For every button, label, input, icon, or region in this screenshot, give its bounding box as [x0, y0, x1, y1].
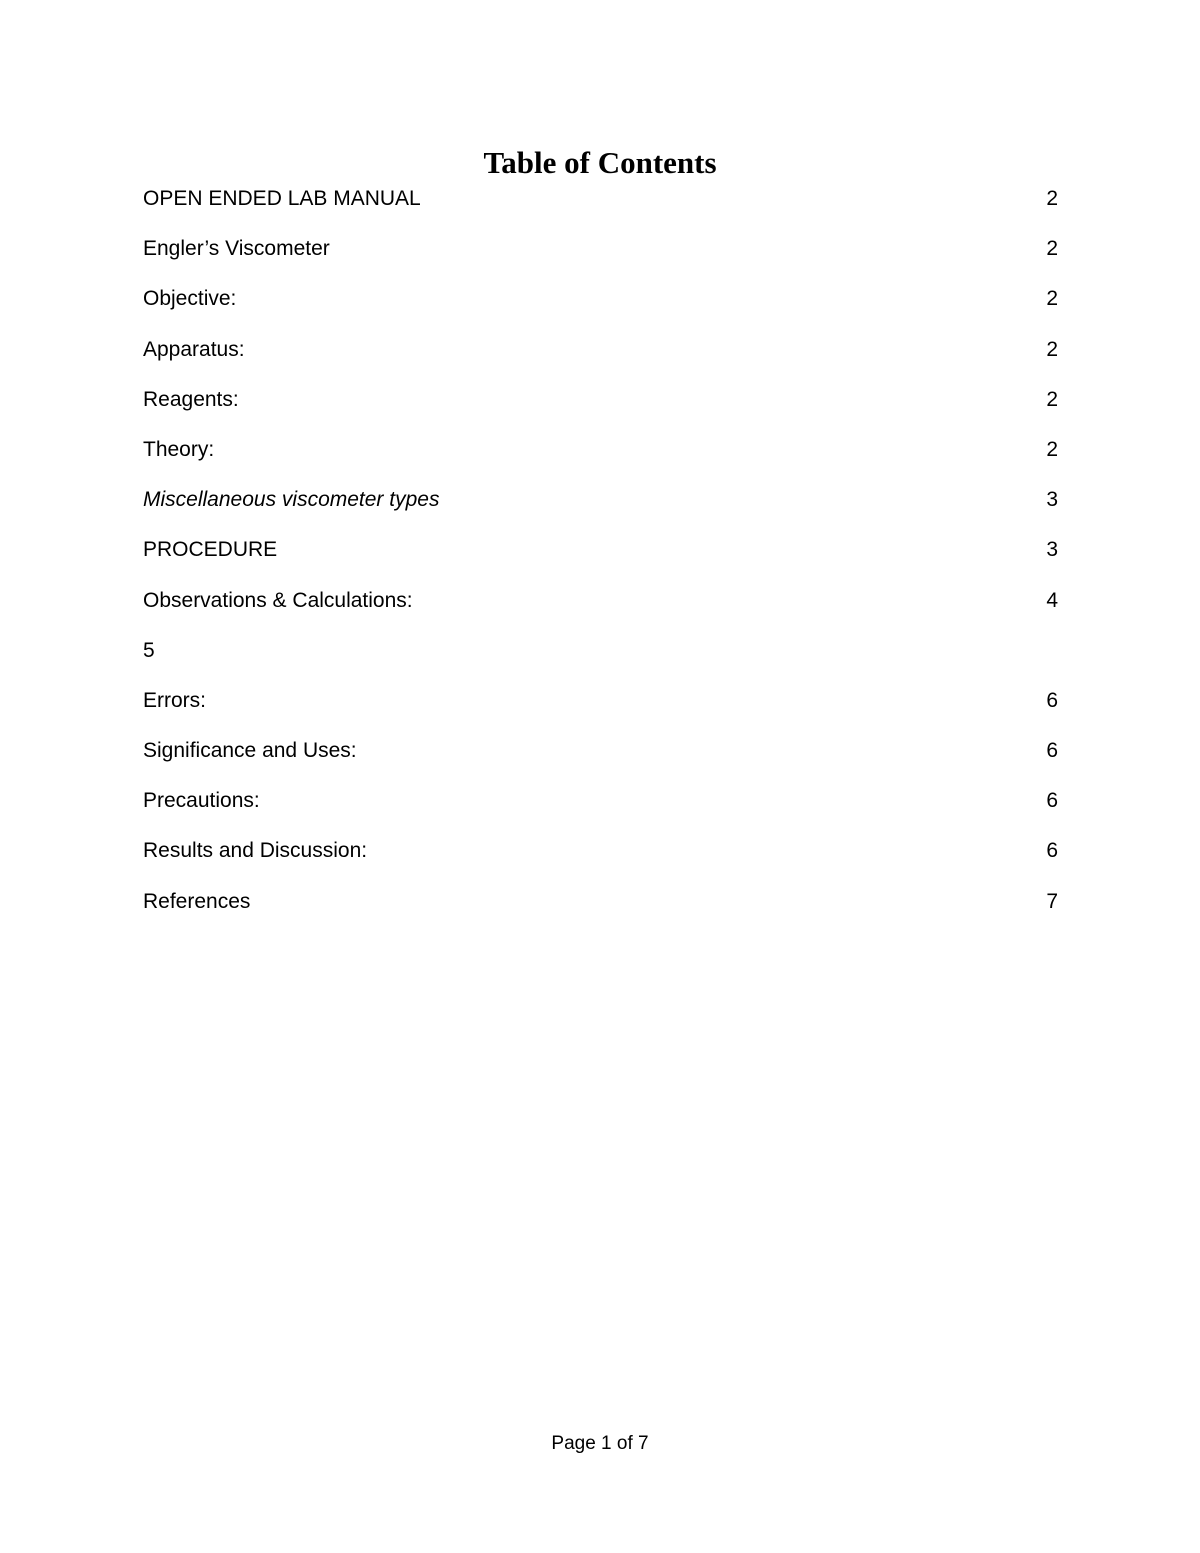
toc-entry[interactable] [143, 183, 1059, 233]
toc-entry-page: 6 [1046, 739, 1058, 763]
toc-entry-label: Objective: [143, 287, 237, 311]
toc-entry-page: 2 [1046, 387, 1058, 411]
toc-entry-label: Precautions: [143, 789, 260, 813]
toc-entry-label: Results and Discussion: [143, 839, 368, 863]
toc-list [143, 183, 1059, 936]
toc-entry[interactable] [143, 283, 1059, 333]
toc-entry[interactable] [143, 233, 1059, 283]
toc-entry-page: 6 [1046, 839, 1058, 863]
toc-title: Table of Contents [483, 145, 717, 180]
toc-entry[interactable] [143, 384, 1059, 434]
toc-entry-page: 6 [1046, 688, 1058, 712]
toc-entry-page: 4 [1046, 588, 1058, 612]
toc-entry-label: Observations & Calculations: [143, 588, 413, 612]
toc-entry[interactable] [143, 685, 1059, 735]
toc-entry-label: Engler’s Viscometer [143, 237, 330, 261]
toc-entry-page: 6 [1046, 789, 1058, 813]
toc-entry[interactable] [143, 835, 1059, 885]
toc-entry[interactable] [143, 334, 1059, 384]
toc-entry-page: 2 [1046, 287, 1058, 311]
toc-entry[interactable] [143, 735, 1059, 785]
toc-entry[interactable] [143, 635, 1059, 685]
toc-entry-page: 7 [1046, 889, 1058, 913]
toc-entry[interactable] [143, 886, 1059, 936]
page-footer: Page 1 of 7 [551, 1433, 649, 1454]
toc-entry[interactable] [143, 534, 1059, 584]
toc-entry-label: PROCEDURE [143, 538, 278, 562]
toc-entry[interactable] [143, 434, 1059, 484]
toc-entry-page: 3 [1046, 488, 1058, 512]
toc-entry[interactable] [143, 785, 1059, 835]
toc-entry[interactable] [143, 585, 1059, 635]
toc-entry-label: Significance and Uses: [143, 739, 357, 763]
toc-entry-page: 2 [1046, 437, 1058, 461]
toc-entry-label: OPEN ENDED LAB MANUAL [143, 187, 421, 210]
toc-entry-page: 2 [1046, 237, 1058, 261]
toc-entry-label: Miscellaneous viscometer types [143, 488, 440, 512]
toc-entry-label: Reagents: [143, 387, 239, 411]
toc-entry-label: Theory: [143, 437, 215, 461]
toc-entry[interactable] [143, 484, 1059, 534]
toc-entry-label: 5 [143, 638, 155, 662]
toc-entry-label: References [143, 889, 251, 913]
toc-entry-label: Apparatus: [143, 337, 245, 361]
toc-entry-page: 2 [1046, 337, 1058, 361]
toc-entry-page: 3 [1046, 538, 1058, 562]
toc-entry-label: Errors: [143, 688, 206, 712]
toc-entry-page: 2 [1046, 187, 1058, 210]
